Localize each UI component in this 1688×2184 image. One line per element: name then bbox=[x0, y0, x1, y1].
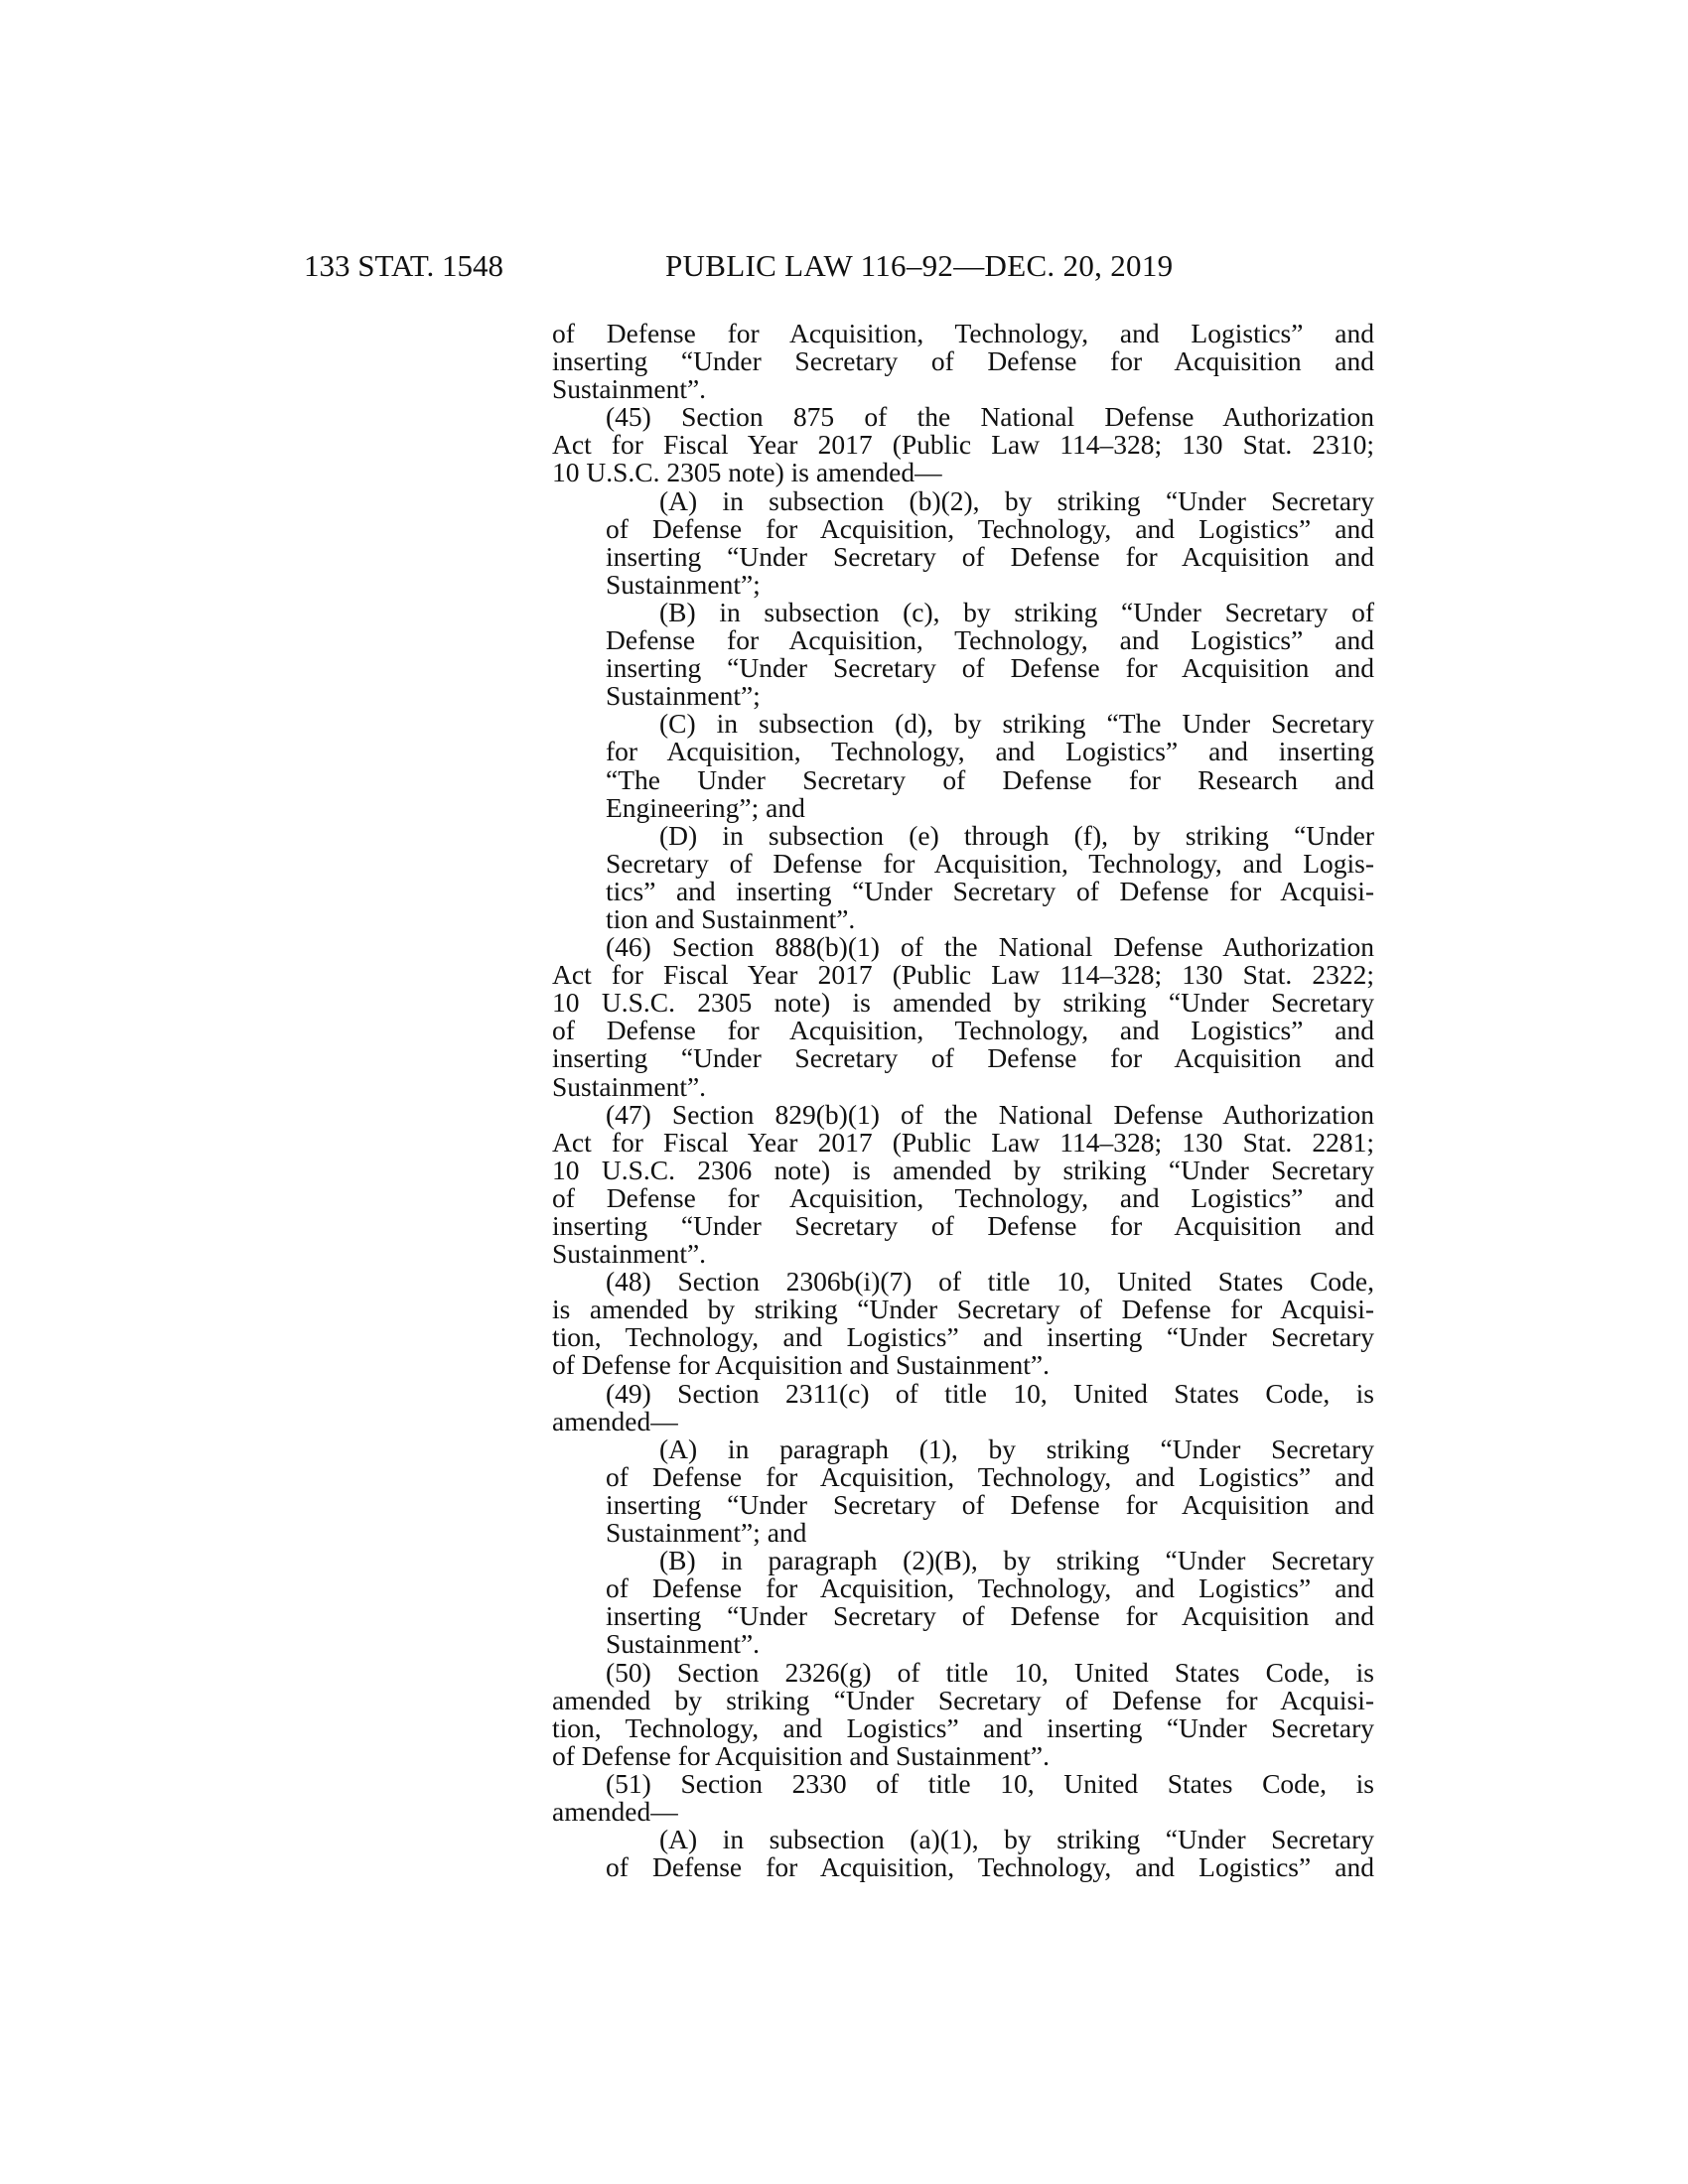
text-line: inserting “Under Secretary of Defense for Acquisition and bbox=[552, 345, 1374, 377]
text-line: of Defense for Acquisition and Sustainment”. bbox=[552, 1349, 1051, 1381]
text-line: Engineering”; and bbox=[606, 791, 805, 823]
text-line: Sustainment”. bbox=[552, 1070, 707, 1102]
text-line: of Defense for Acquisition, Technology, and Logistics” and bbox=[606, 1460, 1374, 1492]
text-line: amended— bbox=[552, 1795, 678, 1827]
text-line: of Defense for Acquisition, Technology, and Logistics” and bbox=[606, 1572, 1374, 1604]
text-line: 10 U.S.C. 2305 note) is amended by striking “Under Secretary bbox=[552, 987, 1374, 1019]
text-line: amended by striking “Under Secretary of Defense for Acquisi- bbox=[552, 1684, 1374, 1715]
text-line: inserting “Under Secretary of Defense for Acquisition and bbox=[606, 1600, 1374, 1632]
text-line: inserting “Under Secretary of Defense for Acquisition and bbox=[606, 652, 1374, 684]
text-line: inserting “Under Secretary of Defense for Acquisition and bbox=[606, 540, 1374, 572]
text-line: Sustainment”; bbox=[606, 568, 761, 600]
text-line: Sustainment”. bbox=[552, 373, 707, 405]
stat-reference: 133 STAT. 1548 bbox=[304, 248, 504, 283]
text-line: Act for Fiscal Year 2017 (Public Law 114–328; 130 Stat. 2310; bbox=[552, 429, 1374, 461]
text-line: tion and Sustainment”. bbox=[606, 902, 856, 934]
text-line: Act for Fiscal Year 2017 (Public Law 114–328; 130 Stat. 2281; bbox=[552, 1126, 1374, 1158]
text-line: tion, Technology, and Logistics” and inserting “Under Secretary bbox=[552, 1711, 1374, 1743]
text-line: 10 U.S.C. 2305 note) is amended— bbox=[552, 457, 942, 488]
text-line: (A) in paragraph (1), by striking “Under Secretary bbox=[659, 1433, 1374, 1464]
statute-text bbox=[552, 320, 1374, 1881]
public-law-title: PUBLIC LAW 116–92—DEC. 20, 2019 bbox=[665, 248, 1174, 283]
text-line: (48) Section 2306b(i)(7) of title 10, United States Code, bbox=[606, 1266, 1374, 1297]
page-header bbox=[304, 246, 1374, 286]
text-line: amended— bbox=[552, 1405, 678, 1436]
text-line: (51) Section 2330 of title 10, United States Code, is bbox=[606, 1767, 1374, 1799]
text-line: Sustainment”; and bbox=[606, 1517, 807, 1549]
text-line: (45) Section 875 of the National Defense Authorization bbox=[606, 401, 1374, 433]
text-line: for Acquisition, Technology, and Logistics” and inserting bbox=[606, 736, 1374, 767]
text-line: 10 U.S.C. 2306 note) is amended by striking “Under Secretary bbox=[552, 1154, 1374, 1185]
text-line: (C) in subsection (d), by striking “The Under Secretary bbox=[659, 708, 1374, 740]
text-line: “The Under Secretary of Defense for Research and bbox=[606, 763, 1374, 795]
text-line: of Defense for Acquisition and Sustainment”. bbox=[552, 1739, 1051, 1771]
text-line: (49) Section 2311(c) of title 10, United States Code, is bbox=[606, 1377, 1374, 1409]
text-line: of Defense for Acquisition, Technology, and Logistics” and bbox=[552, 318, 1374, 348]
text-line: of Defense for Acquisition, Technology, and Logistics” and bbox=[606, 1851, 1374, 1883]
text-line: (47) Section 829(b)(1) of the National Defense Authorization bbox=[606, 1098, 1374, 1130]
text-line: Sustainment”. bbox=[606, 1628, 761, 1660]
text-line: (A) in subsection (b)(2), by striking “Under Secretary bbox=[659, 484, 1374, 516]
text-line: (46) Section 888(b)(1) of the National Defense Authorization bbox=[606, 931, 1374, 963]
text-line: inserting “Under Secretary of Defense for Acquisition and bbox=[552, 1210, 1374, 1241]
text-line: Sustainment”; bbox=[606, 680, 761, 712]
text-line: (50) Section 2326(g) of title 10, United States Code, is bbox=[606, 1656, 1374, 1688]
text-line: Act for Fiscal Year 2017 (Public Law 114–328; 130 Stat. 2322; bbox=[552, 959, 1374, 991]
text-line: of Defense for Acquisition, Technology, and Logistics” and bbox=[552, 1015, 1374, 1046]
text-line: inserting “Under Secretary of Defense for Acquisition and bbox=[552, 1042, 1374, 1074]
text-line: tion, Technology, and Logistics” and inserting “Under Secretary bbox=[552, 1321, 1374, 1353]
text-line: is amended by striking “Under Secretary of Defense for Acquisi- bbox=[552, 1294, 1374, 1325]
text-line: Secretary of Defense for Acquisition, Technology, and Logis- bbox=[606, 847, 1374, 879]
text-line: Sustainment”. bbox=[552, 1238, 707, 1270]
text-line: inserting “Under Secretary of Defense for Acquisition and bbox=[606, 1488, 1374, 1520]
text-line: (D) in subsection (e) through (f), by striking “Under bbox=[659, 819, 1374, 851]
text-line: (B) in subsection (c), by striking “Under Secretary of bbox=[659, 596, 1374, 627]
text-line: Defense for Acquisition, Technology, and Logistics” and bbox=[606, 624, 1374, 656]
text-line: of Defense for Acquisition, Technology, and Logistics” and bbox=[552, 1181, 1374, 1213]
text-line: (B) in paragraph (2)(B), by striking “Under Secretary bbox=[659, 1545, 1374, 1576]
text-line: (A) in subsection (a)(1), by striking “Under Secretary bbox=[659, 1824, 1374, 1855]
text-line: tics” and inserting “Under Secretary of Defense for Acquisi- bbox=[606, 875, 1374, 906]
text-line: of Defense for Acquisition, Technology, and Logistics” and bbox=[606, 512, 1374, 544]
